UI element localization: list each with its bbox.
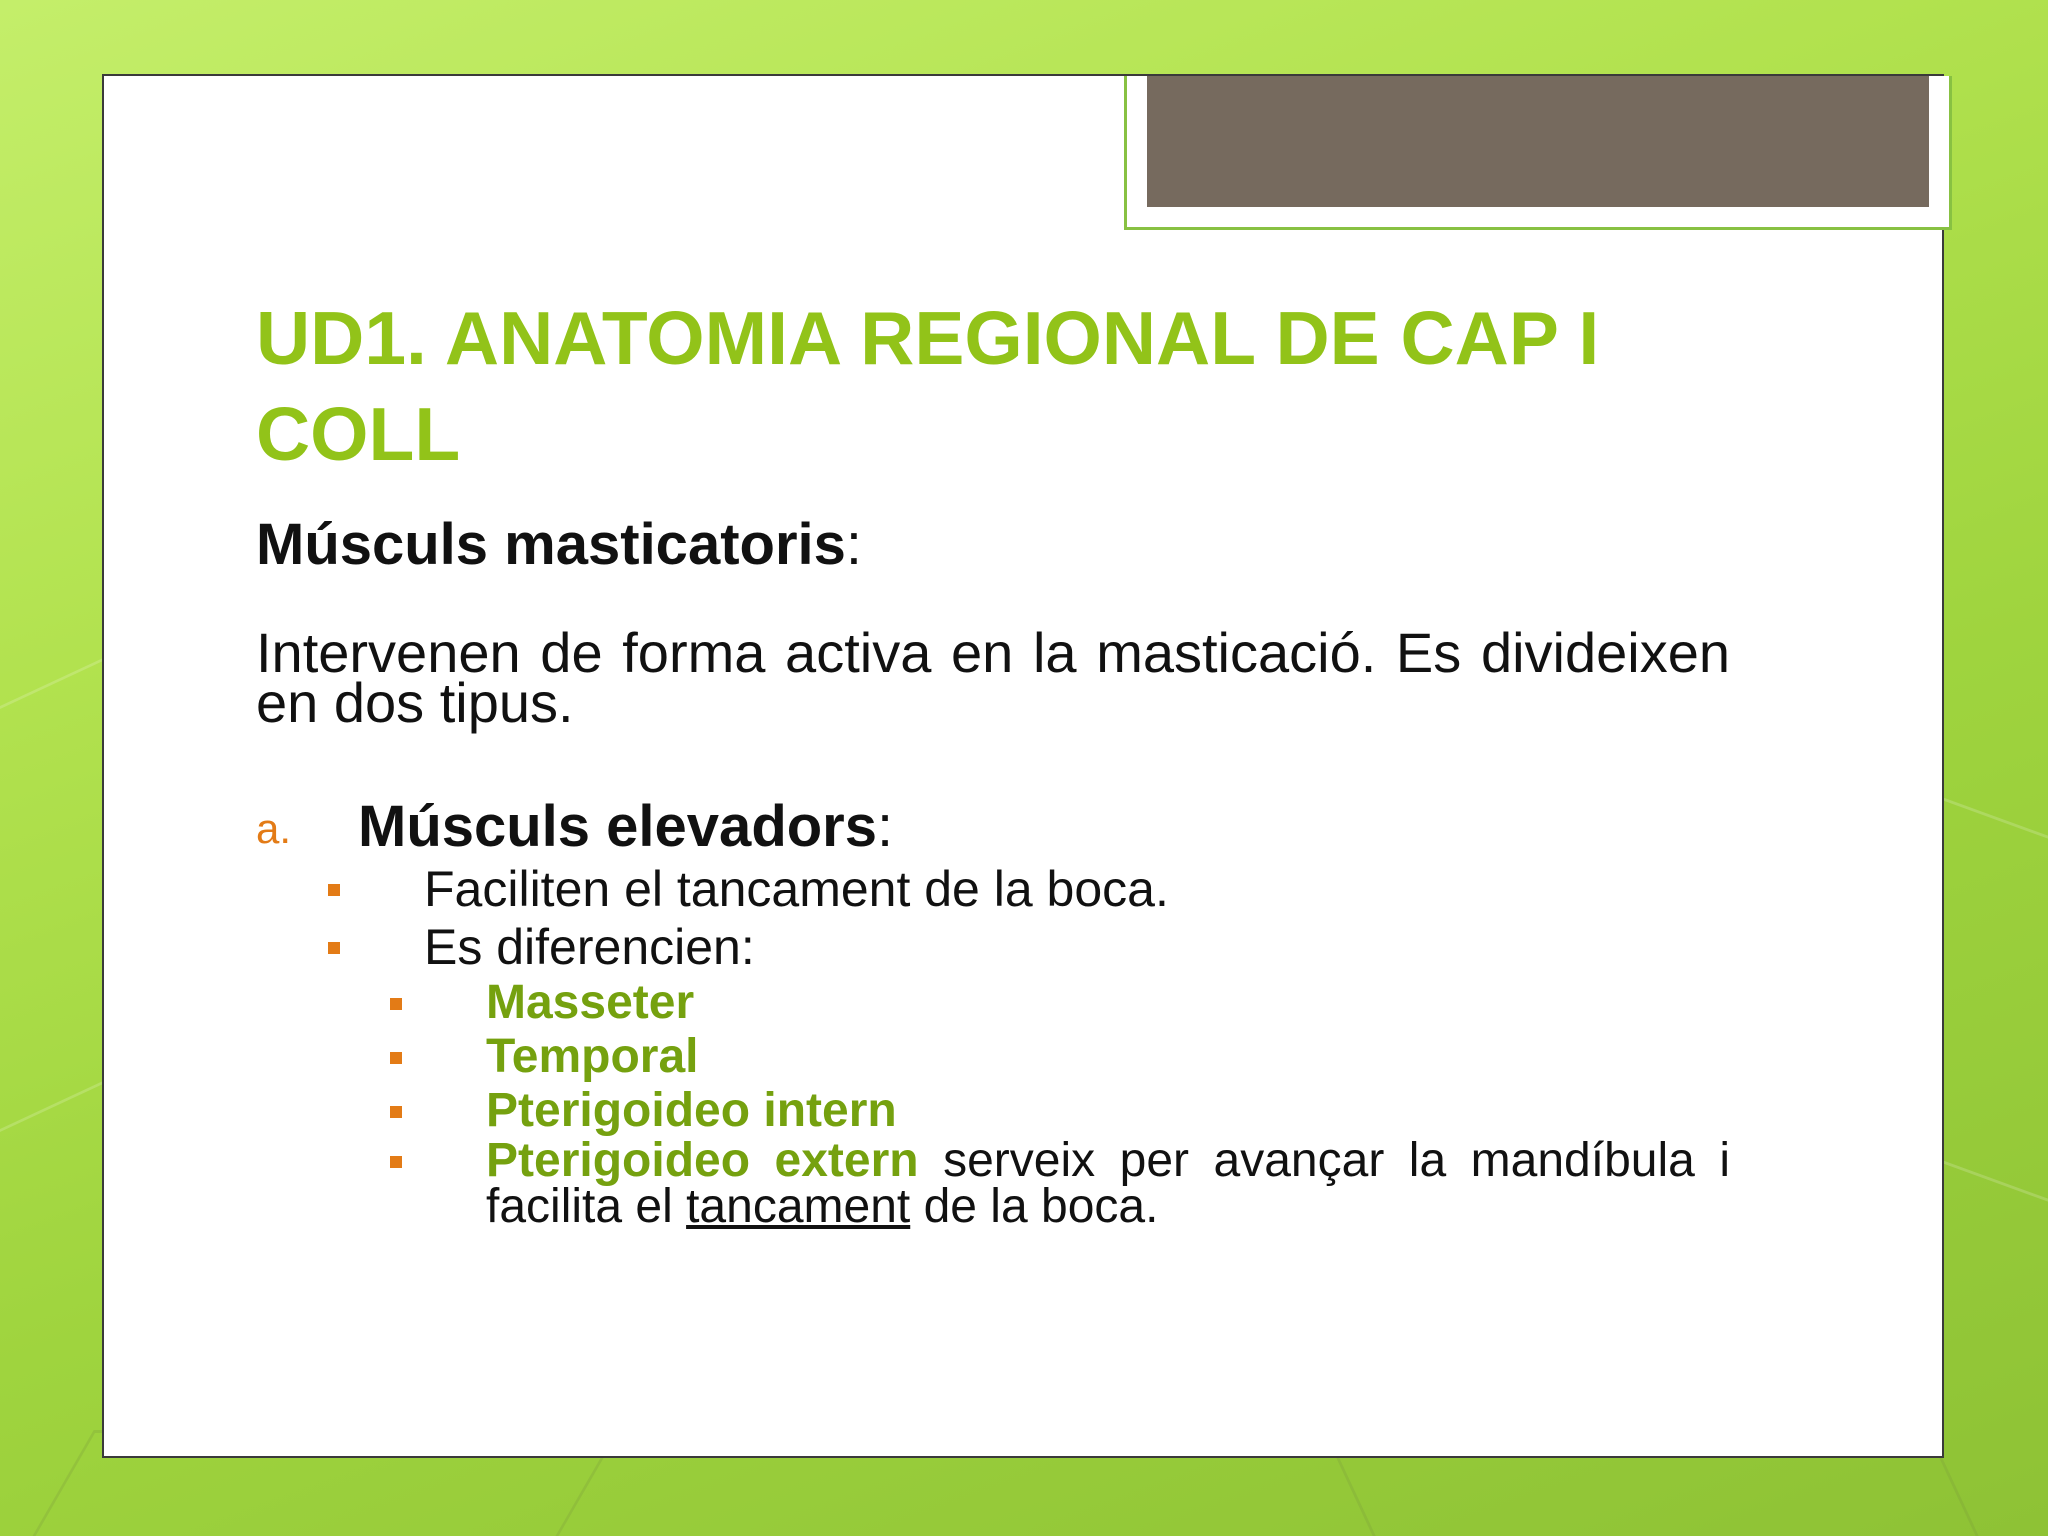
slide-content bbox=[256, 510, 1731, 1233]
muscle-description-end: de la boca. bbox=[910, 1180, 1159, 1233]
list-item-text: Es diferencien: bbox=[424, 919, 755, 975]
list-marker-a: a. bbox=[256, 805, 292, 852]
square-bullet-icon bbox=[390, 1156, 402, 1168]
section-heading-suffix: : bbox=[845, 512, 863, 577]
square-bullet-icon bbox=[390, 1106, 402, 1118]
list-item bbox=[424, 860, 1730, 918]
muscle-item-description bbox=[486, 1134, 1731, 1233]
muscle-description-text: serveix per avançar la mandíbula i facilita el bbox=[486, 1134, 1731, 1233]
header-tab-fill bbox=[1147, 76, 1929, 207]
square-bullet-icon bbox=[328, 884, 340, 896]
muscle-item bbox=[486, 1030, 1730, 1084]
square-bullet-icon bbox=[390, 1052, 402, 1064]
list-item-a-label bbox=[358, 794, 1730, 860]
muscle-item bbox=[486, 976, 1730, 1030]
square-bullet-icon bbox=[328, 942, 340, 954]
header-tab bbox=[1124, 76, 1952, 230]
slide-title: UD1. ANATOMIA REGIONAL DE CAP I COLL bbox=[256, 296, 1600, 476]
muscle-name: Pterigoideo intern bbox=[486, 1084, 897, 1137]
list-item-a-suffix: : bbox=[877, 794, 894, 859]
muscle-item bbox=[486, 1084, 1730, 1138]
muscle-name: Temporal bbox=[486, 1030, 699, 1083]
square-bullet-icon bbox=[390, 998, 402, 1010]
underlined-word: tancament bbox=[686, 1180, 911, 1233]
list-item bbox=[424, 918, 1730, 976]
list-item-a bbox=[256, 794, 1730, 860]
list-item-text: Faciliten el tancament de la boca. bbox=[424, 861, 1169, 917]
section-heading bbox=[256, 510, 1730, 580]
section-heading-bold: Músculs masticatoris bbox=[256, 512, 846, 577]
intro-paragraph: Intervenen de forma activa en la masticació. Es divideixen en dos tipus. bbox=[256, 621, 1730, 734]
muscle-name: Pterigoideo extern bbox=[486, 1134, 919, 1187]
list-item-a-bold: Músculs elevadors bbox=[358, 794, 877, 859]
muscle-name: Masseter bbox=[486, 976, 695, 1029]
